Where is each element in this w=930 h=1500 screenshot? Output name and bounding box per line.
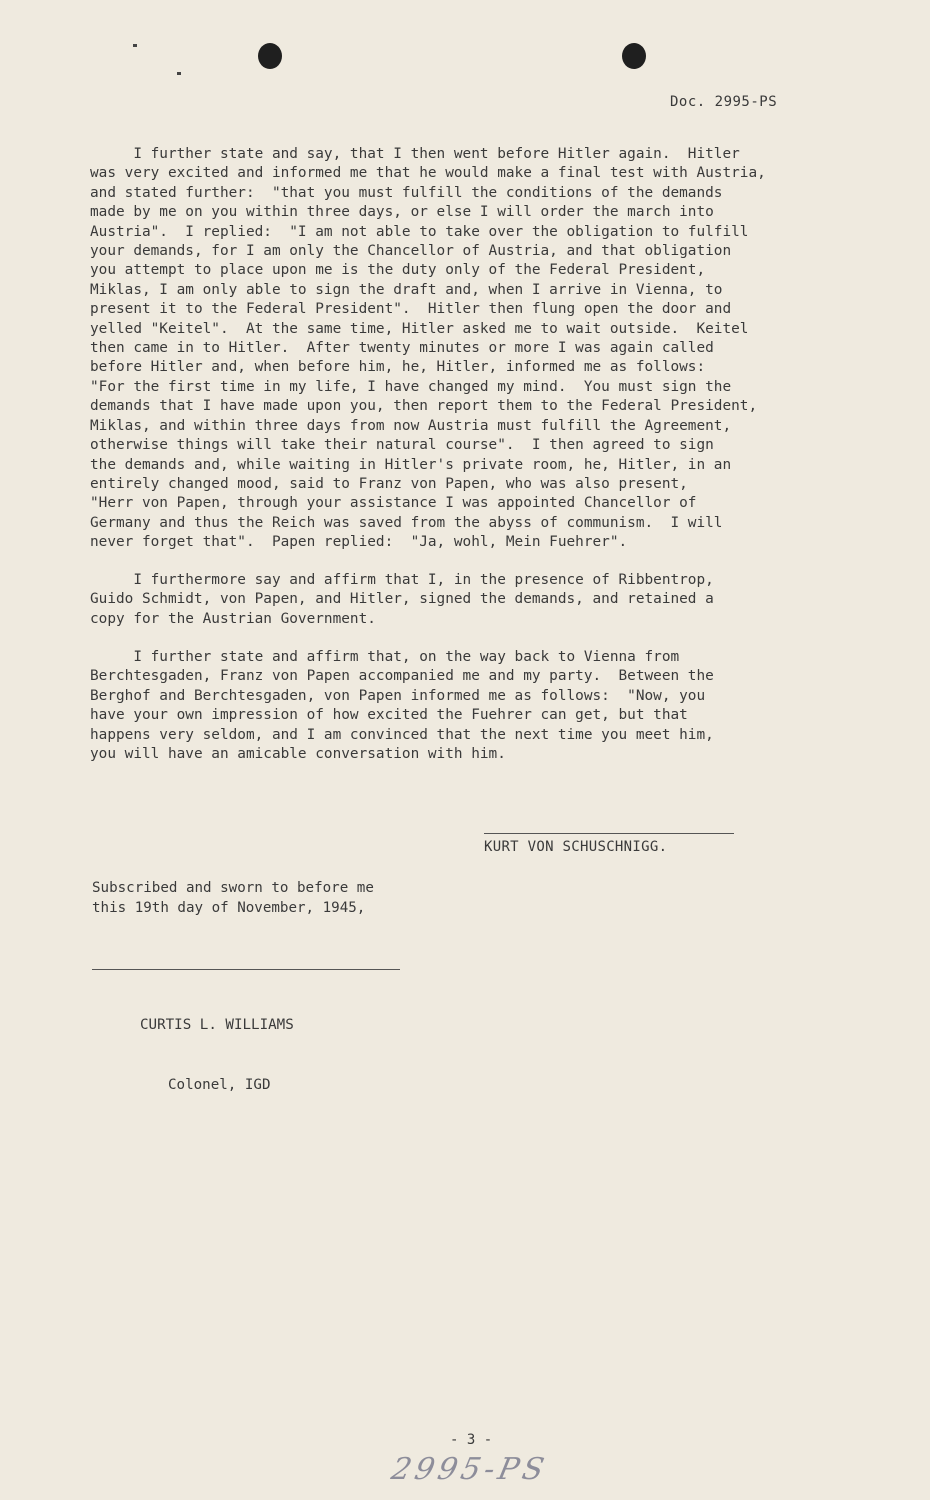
punch-hole-left: [258, 43, 282, 69]
body-paragraph-2: I furthermore say and affirm that I, in the presence of Ribbentrop, Guido Schmidt, von Papen, and Hitler, signed the demands, and retained a copy for the Austrian Government.: [90, 572, 714, 627]
ink-mark: [177, 72, 181, 75]
document-id: Doc. 2995-PS: [670, 94, 778, 110]
notary-statement: Subscribed and sworn to before me this 19th day of November, 1945,: [92, 880, 374, 916]
body-paragraph-1: I further state and say, that I then went before Hitler again. Hitler was very excited and informed me that he would make a final test with Austria, and stated further: "that you must fulfill the conditions of the demands made by me on you within three days, or else I will order the march into Austria". I replied: "I am not able to take over the obligation to fulfill your demands, for I am only the Chancellor of Austria, and that obligation you attempt to place upon me is the duty only of the Federal President, Miklas, I am only able to sign the draft and, when I arrive in Vienna, to present it to the Federal President". Hitler then flung open the door and yelled "Keitel". At the same time, Hitler asked me to wait outside. Keitel then came in to Hitler. After twenty minutes or more I was again called before Hitler and, when before him, he, Hitler, informed me as follows: "For the first time in my life, I have changed my mind. You must sign the demands that I have made upon you, then report them to the Federal President, Miklas, and within three days from now Austria must fulfill the Agreement, otherwise things will take their natural course". I then agreed to sign the demands and, while waiting in Hitler's private room, he, Hitler, in an entirely changed mood, said to Franz von Papen, who was also present, "Herr von Papen, through your assistance I was appointed Chancellor of Germany and thus the Reich was saved from the abyss of communism. I will never forget that". Papen replied: "Ja, wohl, Mein Fuehrer".: [90, 146, 766, 551]
officer-title: Colonel, IGD: [168, 1077, 271, 1093]
body-paragraph-3: I further state and affirm that, on the way back to Vienna from Berchtesgaden, Franz von Papen accompanied me and my party. Between the Berghof and Berchtesgaden, von Papen informed me as follows: "Now, you have your own impression of how excited the Fuehrer can get, but that happens very seldom, and I am convinced that the next time you meet him, you will have an amicable conversation with him.: [90, 649, 714, 763]
handwritten-annotation: 2995-PS: [388, 1452, 551, 1487]
page-number: - 3 -: [450, 1432, 493, 1448]
signature-line: [484, 833, 734, 834]
officer-signature-line: [92, 969, 400, 970]
officer-block: [140, 975, 294, 1135]
ink-mark: [133, 44, 137, 47]
officer-name: CURTIS L. WILLIAMS: [140, 1017, 294, 1033]
signatory-name: KURT VON SCHUSCHNIGG.: [484, 839, 668, 855]
punch-hole-right: [622, 43, 646, 69]
